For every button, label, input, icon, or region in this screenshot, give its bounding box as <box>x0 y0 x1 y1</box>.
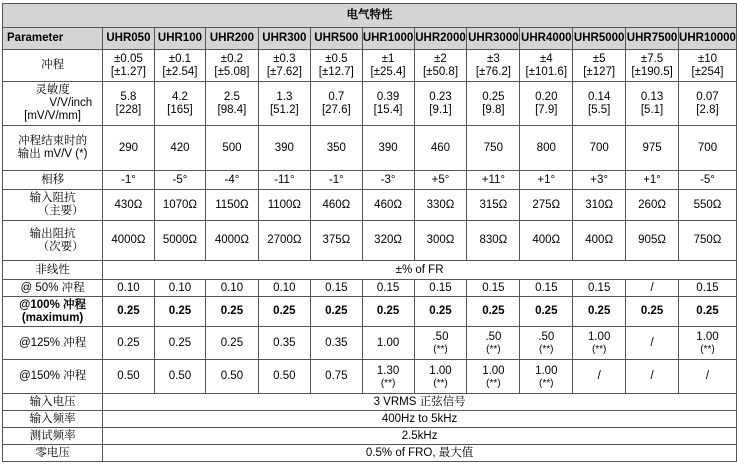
value-cell: 315Ω <box>467 190 520 221</box>
model-header: UHR1000 <box>362 28 414 50</box>
value-cell: 0.25 <box>520 297 573 327</box>
value-cell: / <box>573 360 626 394</box>
value-cell: 0.25 <box>103 327 155 360</box>
value-cell: 0.15 <box>362 280 414 297</box>
value-cell: 4000Ω <box>206 221 258 261</box>
model-header: UHR050 <box>103 28 155 50</box>
value-cell: 800 <box>520 126 573 171</box>
value-cell: 0.10 <box>206 280 258 297</box>
misc-row <box>3 428 737 445</box>
value-cell: 0.25 <box>626 297 679 327</box>
value-cell: 460Ω <box>311 190 363 221</box>
value-cell: 4000Ω <box>103 221 155 261</box>
value-cell: 750Ω <box>679 221 737 261</box>
value-cell: ±3 [±76.2] <box>467 50 520 82</box>
value-cell: 390 <box>362 126 414 171</box>
value-cell: -4° <box>206 171 258 190</box>
end-output-row-label: 冲程结束时的 输出 mV/V (*) <box>3 126 103 171</box>
header-row <box>3 28 737 50</box>
phase-row-label: 相移 <box>3 171 103 190</box>
value-cell: +11° <box>467 171 520 190</box>
value-cell: 460Ω <box>362 190 414 221</box>
value-cell: +3° <box>573 171 626 190</box>
value-cell: 420 <box>154 126 206 171</box>
value-cell: 1150Ω <box>206 190 258 221</box>
value-cell: / <box>626 280 679 297</box>
value-cell: ±7.5 [±190.5] <box>626 50 679 82</box>
input-impedance-row-label: 输入阻抗 （主要） <box>3 190 103 221</box>
value-cell: 700 <box>679 126 737 171</box>
value-cell: -1° <box>311 171 363 190</box>
value-cell: 1.3 [51.2] <box>258 82 310 126</box>
value-cell: 350 <box>311 126 363 171</box>
value-cell: .50 (**) <box>467 327 520 360</box>
value-cell: 0.25 <box>258 297 310 327</box>
value-cell: 275Ω <box>520 190 573 221</box>
misc-label: 输入频率 <box>3 411 103 428</box>
linearity-sub-row-label: @ 50% 冲程 <box>3 280 103 297</box>
value-cell: 390 <box>258 126 310 171</box>
misc-label: 测试频率 <box>3 428 103 445</box>
value-cell: 0.23 [9.1] <box>414 82 467 126</box>
value-cell: 0.15 <box>679 280 737 297</box>
sensitivity-row <box>3 82 737 126</box>
value-cell: 0.15 <box>467 280 520 297</box>
value-cell: 2.5 [98.4] <box>206 82 258 126</box>
misc-value: 3 VRMS 正弦信号 <box>103 394 737 411</box>
value-cell: +1° <box>520 171 573 190</box>
value-cell: +1° <box>626 171 679 190</box>
value-cell: 0.15 <box>414 280 467 297</box>
value-cell: -1° <box>103 171 155 190</box>
value-cell: ±0.1 [±2.54] <box>154 50 206 82</box>
model-header: UHR100 <box>154 28 206 50</box>
linearity-sub-row <box>3 327 737 360</box>
value-cell: -3° <box>362 171 414 190</box>
value-cell: 0.15 <box>573 280 626 297</box>
linearity-row <box>3 261 737 280</box>
value-cell: 0.25 <box>414 297 467 327</box>
value-cell: 260Ω <box>626 190 679 221</box>
value-cell: 0.10 <box>258 280 310 297</box>
value-cell: 1070Ω <box>154 190 206 221</box>
value-cell: -5° <box>679 171 737 190</box>
value-cell: 330Ω <box>414 190 467 221</box>
value-cell: 0.35 <box>311 327 363 360</box>
value-cell: 1.00 (**) <box>679 327 737 360</box>
value-cell: 0.25 <box>467 297 520 327</box>
value-cell: 375Ω <box>311 221 363 261</box>
value-cell: 0.25 [9.8] <box>467 82 520 126</box>
value-cell: 320Ω <box>362 221 414 261</box>
input-impedance-row <box>3 190 737 221</box>
value-cell: ±4 [±101.6] <box>520 50 573 82</box>
output-impedance-row-label: 输出阻抗 （次要） <box>3 221 103 261</box>
value-cell: 500 <box>206 126 258 171</box>
value-cell: ±0.3 [±7.62] <box>258 50 310 82</box>
linearity-sub-row <box>3 280 737 297</box>
value-cell: .50 (**) <box>520 327 573 360</box>
value-cell: 0.10 <box>154 280 206 297</box>
value-cell: 5.8 [228] <box>103 82 155 126</box>
value-cell: 0.35 <box>258 327 310 360</box>
value-cell: 0.25 <box>206 327 258 360</box>
value-cell: 0.25 <box>206 297 258 327</box>
value-cell: 0.75 <box>311 360 363 394</box>
value-cell: 4.2 [165] <box>154 82 206 126</box>
value-cell: 1.30 (**) <box>362 360 414 394</box>
value-cell: 0.25 <box>362 297 414 327</box>
model-header: UHR5000 <box>573 28 626 50</box>
value-cell: 310Ω <box>573 190 626 221</box>
value-cell: 0.50 <box>206 360 258 394</box>
value-cell: 2700Ω <box>258 221 310 261</box>
output-impedance-row <box>3 221 737 261</box>
misc-value: 0.5% of FRO, 最大值 <box>103 445 737 462</box>
linearity-sub-row-label: @100% 冲程 (maximum) <box>3 297 103 327</box>
value-cell: 400Ω <box>573 221 626 261</box>
value-cell: 550Ω <box>679 190 737 221</box>
value-cell: 0.25 <box>311 297 363 327</box>
linearity-unit: ±% of FR <box>103 261 737 280</box>
model-header: UHR500 <box>311 28 363 50</box>
misc-row <box>3 394 737 411</box>
value-cell: ±10 [±254] <box>679 50 737 82</box>
value-cell: ±0.2 [±5.08] <box>206 50 258 82</box>
value-cell: / <box>679 360 737 394</box>
value-cell: 0.7 [27.6] <box>311 82 363 126</box>
value-cell: 905Ω <box>626 221 679 261</box>
electrical-spec-table <box>2 3 737 462</box>
value-cell: 1.00 <box>362 327 414 360</box>
value-cell: 0.50 <box>103 360 155 394</box>
misc-label: 零电压 <box>3 445 103 462</box>
misc-row <box>3 445 737 462</box>
stroke-row <box>3 50 737 82</box>
value-cell: -5° <box>154 171 206 190</box>
value-cell: 0.25 <box>573 297 626 327</box>
model-header: UHR2000 <box>414 28 467 50</box>
linearity-sub-row <box>3 297 737 327</box>
value-cell: 0.07 [2.8] <box>679 82 737 126</box>
value-cell: 1.00 (**) <box>573 327 626 360</box>
end-output-row <box>3 126 737 171</box>
value-cell: 0.25 <box>154 327 206 360</box>
linearity-sub-row-label: @150% 冲程 <box>3 360 103 394</box>
value-cell: 0.15 <box>311 280 363 297</box>
value-cell: 0.39 [15.4] <box>362 82 414 126</box>
value-cell: 830Ω <box>467 221 520 261</box>
value-cell: 0.10 <box>103 280 155 297</box>
misc-value: 400Hz to 5kHz <box>103 411 737 428</box>
stroke-row-label: 冲程 <box>3 50 103 82</box>
value-cell: 0.25 <box>103 297 155 327</box>
value-cell: 1.00 (**) <box>467 360 520 394</box>
model-header: UHR300 <box>258 28 310 50</box>
model-header: UHR4000 <box>520 28 573 50</box>
value-cell: 0.25 <box>154 297 206 327</box>
value-cell: 1.00 (**) <box>414 360 467 394</box>
misc-value: 2.5kHz <box>103 428 737 445</box>
linearity-sub-row-label: @125% 冲程 <box>3 327 103 360</box>
value-cell: 0.20 [7.9] <box>520 82 573 126</box>
value-cell: 300Ω <box>414 221 467 261</box>
value-cell: 400Ω <box>520 221 573 261</box>
value-cell: 0.14 [5.5] <box>573 82 626 126</box>
value-cell: 1100Ω <box>258 190 310 221</box>
linearity-label: 非线性 <box>3 261 103 280</box>
misc-label: 输入电压 <box>3 394 103 411</box>
value-cell: 460 <box>414 126 467 171</box>
value-cell: ±0.5 [±12.7] <box>311 50 363 82</box>
value-cell: 0.50 <box>258 360 310 394</box>
table-title: 电气特性 <box>3 4 737 28</box>
model-header: UHR7500 <box>626 28 679 50</box>
value-cell: 975 <box>626 126 679 171</box>
value-cell: ±2 [±50.8] <box>414 50 467 82</box>
phase-row <box>3 171 737 190</box>
value-cell: / <box>626 360 679 394</box>
value-cell: ±0.05 [±1.27] <box>103 50 155 82</box>
value-cell: 0.13 [5.1] <box>626 82 679 126</box>
misc-row <box>3 411 737 428</box>
linearity-sub-row <box>3 360 737 394</box>
value-cell: ±1 [±25.4] <box>362 50 414 82</box>
value-cell: 1.00 (**) <box>520 360 573 394</box>
model-header: UHR10000 <box>679 28 737 50</box>
value-cell: -11° <box>258 171 310 190</box>
value-cell: 700 <box>573 126 626 171</box>
value-cell: / <box>626 327 679 360</box>
value-cell: 0.25 <box>679 297 737 327</box>
model-header: UHR200 <box>206 28 258 50</box>
value-cell: 0.15 <box>520 280 573 297</box>
parameter-header: Parameter <box>3 28 103 50</box>
value-cell: 0.50 <box>154 360 206 394</box>
value-cell: 750 <box>467 126 520 171</box>
value-cell: +5° <box>414 171 467 190</box>
value-cell: ±5 [±127] <box>573 50 626 82</box>
model-header: UHR3000 <box>467 28 520 50</box>
value-cell: .50 (**) <box>414 327 467 360</box>
value-cell: 290 <box>103 126 155 171</box>
value-cell: 430Ω <box>103 190 155 221</box>
sensitivity-row-label: 灵敏度 V/V/inch [mV/V/mm] <box>3 82 103 126</box>
value-cell: 5000Ω <box>154 221 206 261</box>
